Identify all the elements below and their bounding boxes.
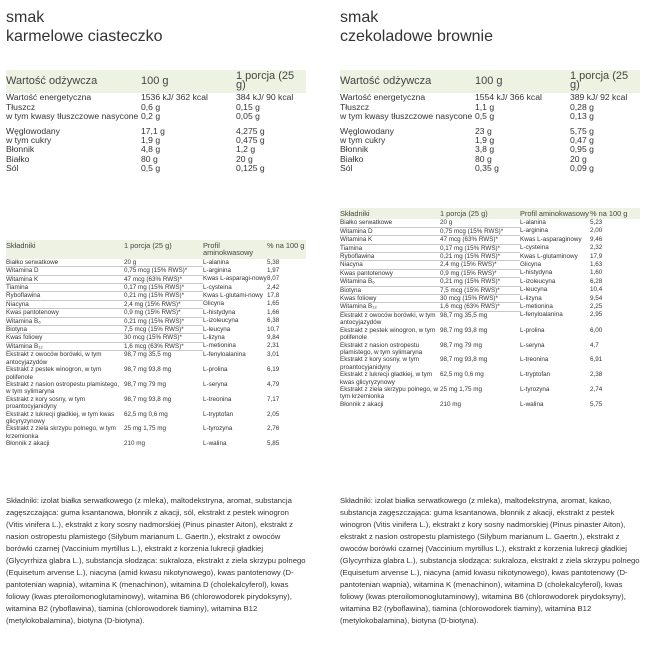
amino-body — [340, 219, 640, 408]
nutrition-label: Sól — [340, 162, 353, 173]
ingredient-name: Ekstrakt z nasion ostropestu plamistego, w tym sylimaryna — [6, 380, 120, 396]
amino-acid-name: L-izoleucyna — [203, 317, 239, 325]
composition-text: Składniki: izolat białka serwatkowego (z mleka), maltodekstryna, aromat, kakao, substancja zagęszczająca: guma ksantanowa, błonnik z akacji, ekstrakt z pestek winogron (Vitis vinifera L.), ekstrakt z kory sosny nadmorskiej (Pinus pinaster Aiton), ekstrakt z nasion ostropestu plamistego (Silybum marianum L. Gaertn.), ekstrakt z owoców borówki czarnej (Vaccinium myrtillus L.), ekstrakt z korzenia lukrecji gładkiej (Glycyrrhiza glabra L.), substancja słodząca: sukraloza, ekstrakt z ziela skrzypu polnego (Equisetum arvense L.), niacyna (amid kwasu nikotynowego), kwas pantotenowy (D-pantotenian wapnia), witamina K (menachinon), witamina D (cholekalcyferol), kwas foliowy (kwas pteroilomonoglutaminowy), witamina B6 (chlorowodorek pirydoksyny), witamina B2 (ryboflawina), tiamina (chlorowodorek tiaminy), witamina B12 (metylokobalamina), biotyna (D-biotyna). — [340, 496, 640, 625]
ingredient-row — [340, 236, 640, 244]
ingredient-row — [6, 317, 306, 325]
ingredient-row — [6, 396, 306, 411]
flavor-line2: czekoladowe brownie — [340, 28, 493, 45]
nutrition-per-portion: 0,125 g — [236, 162, 265, 173]
ingredient-row — [6, 309, 306, 317]
ingredient-row — [340, 278, 640, 286]
ingredient-amount: 210 mg — [124, 440, 146, 448]
amino-acid-name: Glicyna — [203, 300, 224, 308]
ingredient-name: Ekstrakt z pestek winogron, w tym polifenole — [340, 326, 436, 342]
nutrition-per-100g: 80 g — [141, 153, 158, 164]
ingredient-amount: 98,7 mg 79 mg — [440, 341, 483, 349]
nutrition-table — [6, 70, 306, 173]
ingredient-row — [6, 351, 306, 366]
ingredient-amount: 1,6 mcg (63% RWS)* — [124, 342, 203, 350]
nutrition-per-100g: 17,1 g — [141, 126, 165, 137]
amino-acid-percent: 2,00 — [590, 227, 603, 235]
ingredient-amount: 0,21 mg (15% RWS)* — [124, 317, 203, 325]
ingredient-row — [340, 219, 640, 227]
ingredient-row — [6, 366, 306, 381]
amino-acid-name: L-prolina — [203, 366, 228, 374]
ingredient-row — [6, 334, 306, 342]
amino-acid-percent: 1,60 — [590, 269, 603, 277]
ingredients-amino-table — [6, 240, 306, 448]
amino-acid-name: L-seryna — [203, 380, 228, 388]
amino-acid-name: L-walina — [203, 440, 227, 448]
nutrition-header-label: Wartość odżywcza — [6, 74, 98, 87]
nutrition-label: w tym kwasy tłuszczowe nasycone — [340, 110, 473, 121]
amino-acid-percent: 4,79 — [267, 380, 280, 388]
ingredient-amount: 7,5 mcg (15% RWS)* — [124, 326, 203, 334]
amino-acid-percent: 1,97 — [267, 266, 280, 274]
nutrition-per-portion: 384 kJ/ 90 kcal — [236, 92, 294, 103]
ingredient-name: Biotyna — [6, 326, 124, 334]
amino-acid-name: L-alanina — [203, 258, 229, 266]
amino-acid-percent: 5,23 — [590, 219, 603, 227]
amino-acid-name: L-tryptofan — [203, 410, 234, 418]
ingredient-row — [340, 342, 640, 357]
ingredient-name: Witamina B₁₂ — [340, 303, 440, 311]
left-column — [6, 0, 306, 625]
ingredient-row — [6, 440, 306, 447]
amino-header-percent: % na 100 g — [267, 241, 305, 250]
amino-acid-percent: 6,38 — [267, 317, 280, 325]
amino-acid-percent: 6,28 — [590, 277, 603, 285]
nutrition-label: Białko — [340, 153, 364, 164]
ingredient-amount: 0,21 mg (15% RWS)* — [124, 292, 203, 300]
nutrition-header-label: Wartość odżywcza — [340, 74, 432, 87]
ingredient-amount: 25 mg 1,75 mg — [124, 425, 167, 433]
flavor-line1: smak — [6, 9, 45, 26]
nutrition-header-portion: 1 porcja (25 g) — [236, 70, 295, 92]
ingredient-row — [6, 425, 306, 440]
amino-acid-name: L-tyrozyna — [203, 425, 233, 433]
nutrition-per-portion: 0,28 g — [570, 101, 594, 112]
ingredient-row — [340, 244, 640, 252]
ingredient-row — [340, 386, 640, 401]
ingredient-amount: 62,5 mg 0,6 mg — [440, 371, 484, 379]
nutrition-label: w tym cukry — [340, 135, 386, 146]
amino-acid-percent: 17,9 — [590, 252, 603, 260]
ingredient-amount: 7,5 mcg (15% RWS)* — [440, 286, 520, 294]
ingredient-row — [340, 311, 640, 326]
ingredient-name: Ekstrakt z nasion ostropestu plamistego, w tym sylimaryna — [340, 341, 423, 356]
amino-acid-name: Kwas L-asparaginowy — [520, 235, 582, 243]
amino-acid-percent: 5,85 — [267, 440, 280, 448]
nutrition-per-100g: 3,8 g — [475, 144, 495, 155]
amino-acid-percent: 10,7 — [267, 325, 280, 333]
ingredient-name: Biotyna — [340, 286, 440, 294]
nutrition-label: Węglowodany — [6, 126, 60, 137]
nutrition-per-portion: 5,75 g — [570, 126, 594, 137]
ingredient-name: Ekstrakt z owoców borówki, w tym antocyjazydów — [6, 351, 102, 366]
amino-acid-name: L-cysteina — [520, 244, 549, 252]
amino-acid-percent: 9,54 — [590, 294, 603, 302]
ingredient-amount: 98,7 mg 93,8 mg — [440, 326, 488, 334]
amino-acid-percent: 2,25 — [590, 302, 603, 310]
ingredient-name: Witamina B₁₂ — [6, 342, 124, 350]
ingredient-row — [6, 275, 306, 283]
ingredient-row — [340, 269, 640, 277]
nutrition-header-100g: 100 g — [141, 74, 169, 87]
ingredient-name: Ekstrakt z kory sosny, w tym proantocyjanidyny — [340, 356, 419, 371]
ingredient-amount: 30 mcg (15% RWS)* — [440, 295, 520, 303]
nutrition-per-100g: 1,9 g — [475, 135, 495, 146]
nutrition-row — [6, 164, 306, 173]
amino-acid-percent: 10,4 — [590, 286, 603, 294]
nutrition-label: Błonnik — [6, 144, 35, 155]
ingredient-name: Kwas foliowy — [6, 334, 124, 342]
nutrition-per-portion: 1,2 g — [236, 144, 256, 155]
amino-acid-name: L-metionina — [520, 302, 553, 310]
amino-acid-percent: 2,05 — [267, 410, 280, 418]
ingredient-name: Witamina K — [340, 236, 440, 244]
ingredient-row — [340, 356, 640, 371]
amino-acid-percent: 5,38 — [267, 258, 280, 266]
amino-acid-percent: 6,00 — [590, 326, 603, 334]
amino-acid-name: L-prolina — [520, 326, 545, 334]
amino-acid-name: L-tryptofan — [520, 371, 551, 379]
amino-acid-name: L-lizyna — [520, 294, 542, 302]
amino-header-percent: % na 100 g — [590, 209, 628, 218]
amino-acid-name: L-arginina — [520, 227, 549, 235]
nutrition-per-100g: 80 g — [475, 153, 492, 164]
amino-acid-name: L-seryna — [520, 341, 545, 349]
nutrition-per-100g: 0,5 g — [141, 162, 161, 173]
ingredient-name: Ekstrakt z lukrecji gładkiej, w tym kwas glicyryzynowy — [340, 371, 433, 386]
amino-acid-name: L-cysteina — [203, 283, 232, 291]
nutrition-body — [340, 93, 640, 173]
ingredient-amount: 0,21 mg (15% RWS)* — [440, 278, 520, 286]
ingredient-amount: 210 mg — [440, 400, 462, 408]
nutrition-per-100g: 23 g — [475, 126, 492, 137]
ingredient-amount: 98,7 mg 35,5 mg — [124, 351, 172, 359]
ingredient-amount: 98,7 mg 93,8 mg — [124, 366, 172, 374]
ingredient-name: Kwas pantotenowy — [340, 269, 440, 277]
ingredient-name: Ekstrakt z owoców borówki, w tym antocyjazydów — [340, 311, 436, 327]
amino-acid-percent: 2,38 — [590, 371, 603, 379]
amino-acid-name: L-arginina — [203, 266, 232, 274]
ingredient-name: Niacyna — [340, 261, 440, 269]
nutrition-per-100g: 0,2 g — [141, 110, 161, 121]
amino-acid-percent: 2,74 — [590, 385, 603, 393]
ingredient-amount: 98,7 mg 35,5 mg — [440, 311, 488, 319]
nutrition-per-100g: 1,1 g — [475, 101, 495, 112]
nutrition-per-portion: 0,475 g — [236, 135, 265, 146]
nutrition-row — [6, 112, 306, 121]
amino-header-profile: Profil aminokwasowy — [520, 209, 590, 218]
nutrition-per-portion: 20 g — [236, 153, 253, 164]
ingredient-name: Witamina D — [6, 267, 124, 275]
amino-acid-name: L-histydyna — [520, 269, 553, 277]
nutrition-label: Tłuszcz — [6, 101, 36, 112]
ingredient-amount: 0,9 mg (15% RWS)* — [124, 309, 203, 317]
nutrition-per-100g: 1554 kJ/ 366 kcal — [475, 92, 542, 103]
nutrition-label: Wartość energetyczna — [340, 92, 426, 103]
ingredient-name: Ekstrakt z pestek winogron, w tym polifenole — [6, 366, 102, 381]
ingredient-row — [340, 253, 640, 261]
ingredient-amount: 1,6 mcg (63% RWS)* — [440, 303, 520, 311]
nutrition-body — [6, 93, 306, 173]
ingredient-name: Tiamina — [6, 284, 124, 292]
amino-acid-percent: 4,7 — [590, 341, 599, 349]
ingredient-row — [6, 292, 306, 300]
ingredient-name: Ryboflawina — [6, 292, 124, 300]
nutrition-row — [340, 112, 640, 121]
ingredient-row — [340, 295, 640, 303]
amino-acid-name: L-alanina — [520, 219, 546, 227]
nutrition-header-row — [340, 70, 640, 93]
amino-acid-name: L-metionina — [203, 342, 236, 350]
ingredient-amount: 98,7 mg 93,8 mg — [440, 356, 488, 364]
ingredient-row — [340, 286, 640, 294]
nutrition-per-portion: 0,95 g — [570, 144, 594, 155]
ingredient-amount: 62,5 mg 0,6 mg — [124, 410, 168, 418]
amino-acid-percent: 8,07 — [267, 275, 280, 283]
nutrition-per-portion: 0,47 g — [570, 135, 594, 146]
ingredient-amount: 2,4 mg (15% RWS)* — [124, 300, 203, 308]
nutrition-label: Wartość energetyczna — [6, 92, 92, 103]
amino-acid-percent: 1,66 — [267, 308, 280, 316]
amino-acid-percent: 17,8 — [267, 291, 280, 299]
ingredient-name: Ekstrakt z lukrecji gładkiej, w tym kwas glicyryzynowy — [6, 410, 115, 425]
nutrition-per-portion: 0,05 g — [236, 110, 260, 121]
ingredient-amount: 0,75 mcg (15% RWS)* — [440, 227, 520, 235]
nutrition-row — [340, 164, 640, 173]
nutrition-label: Węglowodany — [340, 126, 394, 137]
ingredient-row — [340, 401, 640, 408]
ingredient-name: Ekstrakt z kory sosny, w tym proantocyjanidyny — [6, 395, 85, 411]
ingredient-amount: 2,4 mg (15% RWS)* — [440, 261, 520, 269]
amino-acid-name: L-fenyloalanina — [203, 350, 246, 358]
ingredient-amount: 20 g — [124, 259, 203, 267]
amino-acid-name: Kwas L-glutami-nowy — [203, 291, 263, 299]
nutrition-per-100g: 0,35 g — [475, 162, 499, 173]
ingredient-name: Witamina K — [6, 275, 124, 283]
nutrition-per-100g: 0,6 g — [141, 101, 161, 112]
ingredient-amount: 25 mg 1,75 mg — [440, 385, 483, 393]
nutrition-table — [340, 70, 640, 173]
amino-header-row — [6, 240, 306, 259]
nutrition-per-portion: 389 kJ/ 92 kcal — [570, 92, 628, 103]
ingredient-name: Tiamina — [340, 244, 440, 252]
amino-acid-name: L-treonina — [520, 356, 549, 364]
amino-header-ingredients: Składniki — [340, 209, 370, 218]
nutrition-per-portion: 0,13 g — [570, 110, 594, 121]
ingredient-row — [340, 261, 640, 269]
ingredient-row — [340, 371, 640, 386]
ingredient-amount: 47 mcg (63% RWS)* — [440, 236, 520, 244]
ingredient-name: Kwas foliowy — [340, 295, 440, 303]
ingredient-name: Witamina B₆ — [340, 278, 440, 286]
amino-header-ingredients: Składniki — [6, 241, 36, 250]
ingredient-row — [6, 300, 306, 308]
amino-acid-percent: 6,91 — [590, 356, 603, 364]
amino-acid-percent: 9,46 — [590, 235, 603, 243]
nutrition-per-portion: 0,09 g — [570, 162, 594, 173]
nutrition-header-row — [6, 70, 306, 93]
ingredient-row — [6, 411, 306, 426]
ingredient-row — [6, 267, 306, 275]
amino-acid-percent: 9,84 — [267, 333, 280, 341]
ingredient-row — [6, 259, 306, 267]
amino-acid-name: Kwas L-asparagi-nowy — [203, 275, 267, 283]
flavor-title — [340, 8, 640, 46]
amino-acid-percent: 6,19 — [267, 366, 280, 374]
right-column — [340, 0, 640, 625]
composition-text: Składniki: izolat białka serwatkowego (z mleka), maltodekstryna, aromat, substancja zagęszczająca: guma ksantanowa, błonnik z akacji, sól, ekstrakt z pestek winogron (Vitis vinifera L.), ekstrakt z kory sosny nadmorskiej (Pinus pinaster Aiton), ekstrakt z nasion ostropestu plamistego (Silybum marianum L. Gaertn.), ekstrakt z owoców borówki czarnej (Vaccinium myrtillus L.), ekstrakt z korzenia lukrecji gładkiej (Glycyrrhiza glabra L.), substancja słodząca: sukraloza, ekstrakt z ziela skrzypu polnego (Equisetum arvense L.), niacyna (amid kwasu nikotynowego), kwas pantotenowy (D-pantotenian wapnia), witamina K (menachinon), witamina D (cholekalcyferol), kwas foliowy (kwas pteroilomonoglutaminowy), witamina B6 (chlorowodorek pirydoksyny), witamina B2 (ryboflawina), tiamina (chlorowodorek tiaminy), witamina B12 (metylokobalamina), biotyna (D-biotyna). — [6, 496, 306, 625]
ingredient-row — [6, 342, 306, 350]
nutrition-label: Sól — [6, 162, 19, 173]
nutrition-per-portion: 4,275 g — [236, 126, 265, 137]
ingredient-amount: 30 mcg (15% RWS)* — [124, 334, 203, 342]
flavor-line1: smak — [340, 9, 379, 26]
ingredient-name: Białko serwatkowe — [6, 259, 124, 267]
nutrition-per-100g: 0,5 g — [475, 110, 495, 121]
amino-acid-percent: 2,76 — [267, 425, 280, 433]
ingredient-amount: 0,17 mg (15% RWS)* — [124, 284, 203, 292]
ingredient-name: Witamina D — [340, 227, 440, 235]
ingredient-amount: 0,17 mg (15% RWS)* — [440, 244, 520, 252]
amino-acid-percent: 3,01 — [267, 350, 280, 358]
amino-header-portion: 1 porcja (25 g) — [124, 241, 172, 250]
ingredient-row — [340, 303, 640, 311]
nutrition-per-portion: 0,15 g — [236, 101, 260, 112]
ingredient-row — [340, 327, 640, 342]
ingredient-amount: 0,75 mcg (15% RWS)* — [124, 267, 203, 275]
nutrition-per-100g: 1,9 g — [141, 135, 161, 146]
amino-acid-name: L-leucyna — [203, 325, 231, 333]
amino-acid-percent: 2,42 — [267, 283, 280, 291]
amino-acid-name: L-lizyna — [203, 333, 225, 341]
flavor-title — [6, 8, 306, 46]
ingredient-name: Błonnik z akacji — [6, 440, 50, 448]
amino-acid-percent: 2,32 — [590, 244, 603, 252]
ingredient-name: Błonnik z akacji — [340, 400, 384, 408]
amino-acid-percent: 1,63 — [590, 260, 603, 268]
amino-acid-name: Glicyna — [520, 260, 541, 268]
amino-acid-name: Kwas L-glutaminowy — [520, 252, 578, 260]
ingredient-name: Niacyna — [6, 300, 124, 308]
ingredient-row — [6, 381, 306, 396]
ingredient-name: Ekstrakt z ziela skrzypu polnego, w tym krzemionka — [6, 425, 116, 440]
amino-body — [6, 259, 306, 448]
nutrition-per-100g: 4,8 g — [141, 144, 161, 155]
amino-acid-percent: 5,75 — [590, 400, 603, 408]
ingredient-amount: 47 mcg (63% RWS)* — [124, 275, 203, 283]
ingredient-row — [340, 227, 640, 235]
nutrition-per-100g: 1536 kJ/ 362 kcal — [141, 92, 208, 103]
ingredients-amino-table — [340, 208, 640, 408]
amino-header-profile: Profil aminokwasowy — [203, 241, 254, 258]
amino-acid-percent: 1,65 — [267, 300, 280, 308]
ingredient-name: Ekstrakt z ziela skrzypu polnego, w tym krzemionka — [340, 385, 438, 401]
amino-acid-percent: 2,95 — [590, 311, 603, 319]
flavor-line2: karmelowe ciasteczko — [6, 28, 163, 45]
ingredient-name: Ryboflawina — [340, 253, 440, 261]
amino-acid-name: L-fenyloalanina — [520, 311, 563, 319]
ingredient-row — [6, 284, 306, 292]
ingredient-name: Kwas pantotenowy — [6, 309, 124, 317]
nutrition-header-100g: 100 g — [475, 74, 503, 87]
amino-acid-name: L-histydyna — [203, 308, 236, 316]
amino-acid-percent: 2,31 — [267, 342, 280, 350]
nutrition-per-portion: 20 g — [570, 153, 587, 164]
ingredient-amount: 0,21 mg (15% RWS)* — [440, 253, 520, 261]
amino-header-portion: 1 porcja (25 g) — [440, 209, 488, 218]
nutrition-label: Białko — [6, 153, 30, 164]
amino-header-row — [340, 208, 640, 219]
ingredient-amount: 0,9 mg (15% RWS)* — [440, 269, 520, 277]
nutrition-label: Błonnik — [340, 144, 369, 155]
ingredient-amount: 20 g — [440, 219, 520, 227]
amino-acid-name: L-izoleucyna — [520, 277, 556, 285]
nutrition-label: Tłuszcz — [340, 101, 370, 112]
amino-acid-name: L-leucyna — [520, 286, 548, 294]
amino-acid-name: L-treonina — [203, 395, 232, 403]
nutrition-label: w tym cukry — [6, 135, 52, 146]
ingredient-row — [6, 326, 306, 334]
ingredient-amount: 98,7 mg 79 mg — [124, 380, 167, 388]
ingredient-name: Białko serwatkowe — [340, 219, 440, 227]
ingredient-name: Witamina B₆ — [6, 317, 124, 325]
ingredient-amount: 98,7 mg 93,8 mg — [124, 395, 172, 403]
amino-acid-percent: 7,17 — [267, 395, 280, 403]
nutrition-label: w tym kwasy tłuszczowe nasycone — [6, 110, 139, 121]
nutrition-header-portion: 1 porcja (25 g) — [570, 70, 629, 92]
amino-acid-name: L-walina — [520, 400, 544, 408]
amino-acid-name: L-tyrozyna — [520, 385, 550, 393]
